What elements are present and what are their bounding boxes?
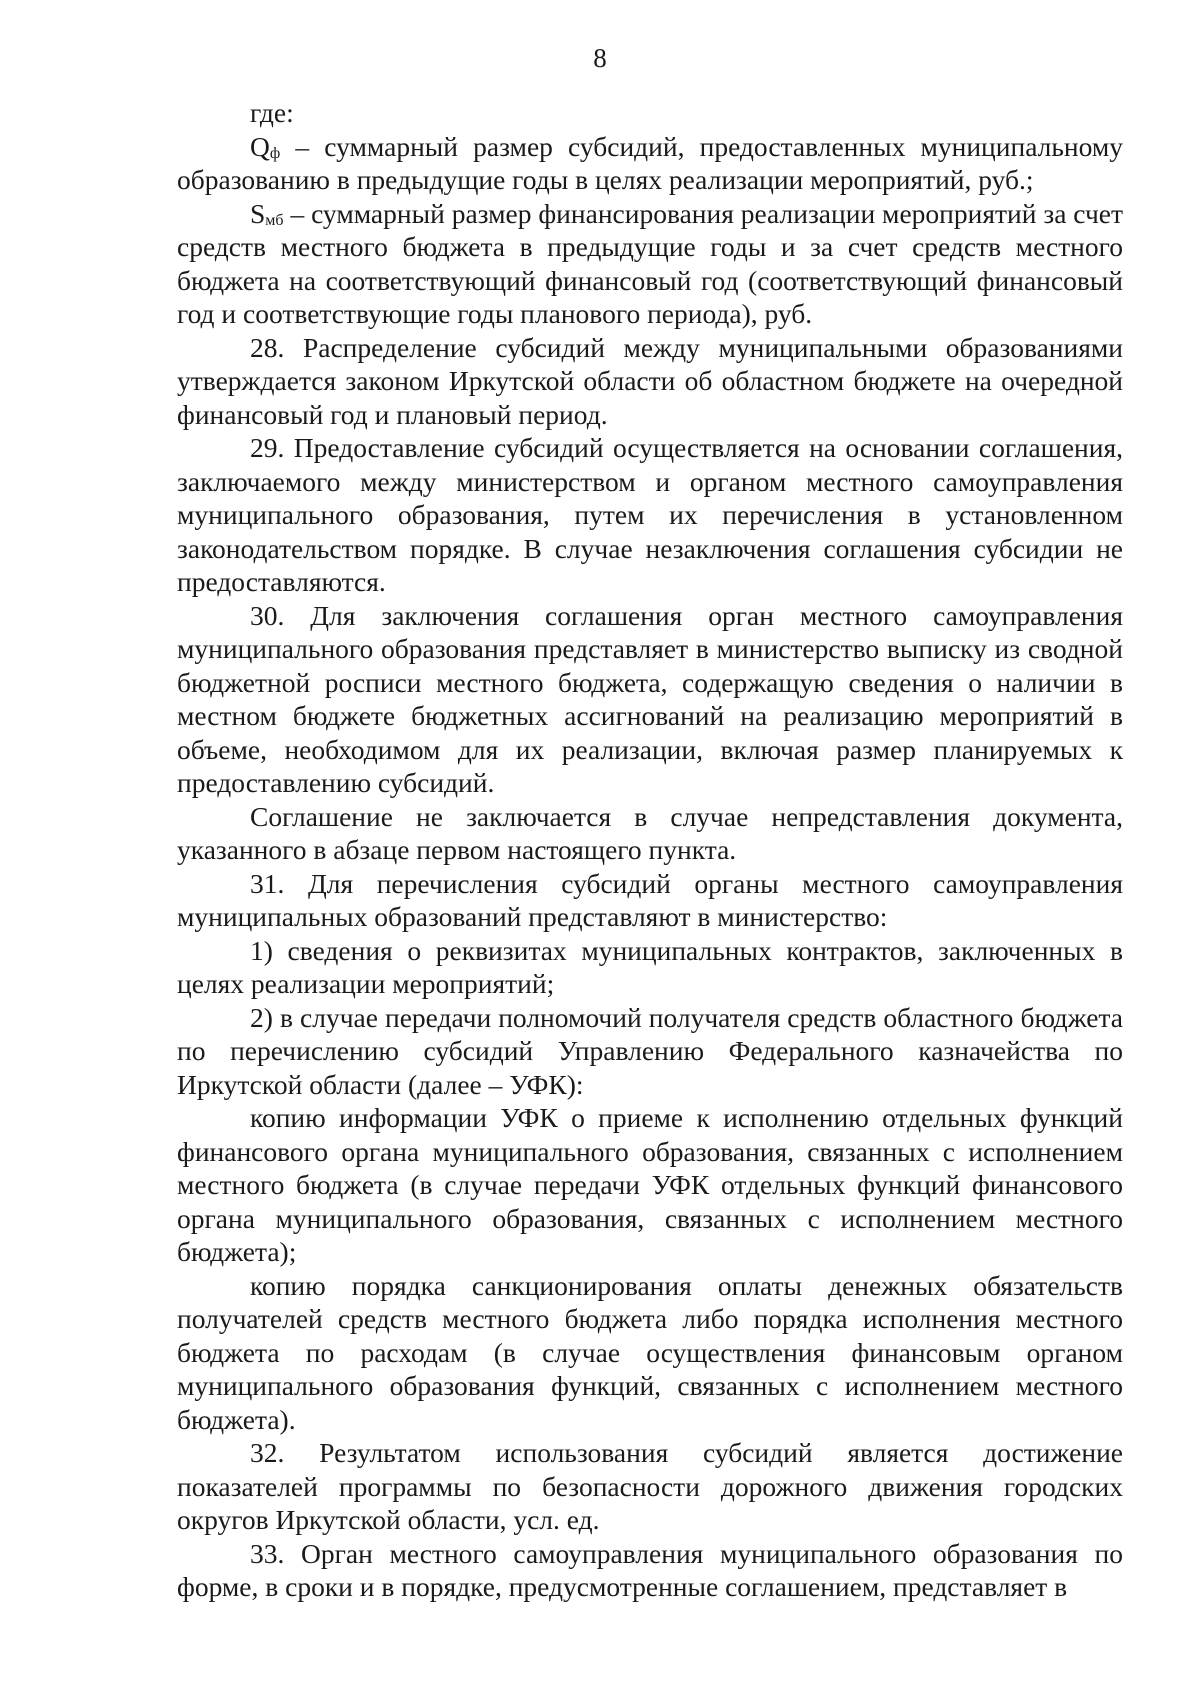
paragraph-29: 29. Предоставление субсидий осуществляется на основании соглашения, заключаемого между министерством и органом местного самоуправления муниципального образования, путем их перечисления в установленном законодательством порядке. В случае незаключения соглашения субсидии не предоставляются.	[177, 432, 1123, 597]
paragraph-31: 31. Для перечисления субсидий органы местного самоуправления муниципальных образований представляют в министерство:	[177, 867, 1123, 932]
paragraph-31-item-2: 2) в случае передачи полномочий получателя средств областного бюджета по перечислению субсидий Управлению Федерального казначейства по Иркутской области (далее – УФК):	[177, 1001, 1123, 1100]
paragraph-q-definition	[177, 130, 1123, 197]
paragraph-30-agreement: Соглашение не заключается в случае непредставления документа, указанного в абзаце первом настоящего пункта.	[177, 800, 1123, 865]
paragraph-32: 32. Результатом использования субсидий является достижение показателей программы по безопасности дорожного движения городских округов Иркутской области, усл. ед.	[177, 1437, 1123, 1535]
paragraph-where: где:	[250, 97, 294, 128]
paragraph-31-item-1: 1) сведения о реквизитах муниципальных контрактов, заключенных в целях реализации мероприятий;	[177, 934, 1123, 999]
subscript-f: ф	[269, 144, 281, 162]
paragraph-30: 30. Для заключения соглашения орган местного самоуправления муниципального образования представляет в министерство выписку из сводной бюджетной росписи местного бюджета, содержащую сведения о наличии в местном бюджете бюджетных ассигнований на реализацию мероприятий в объеме, необходимом для их реализации, включая размер планируемых к предоставлению субсидий.	[177, 599, 1123, 798]
document-body	[177, 96, 1123, 1604]
paragraph-ufk-info-copy: копию информации УФК о приеме к исполнению отдельных функций финансового органа муниципального образования, связанных с исполнением местного бюджета (в случае передачи УФК отдельных функций финансового органа муниципального образования, связанных с исполнением местного бюджета);	[177, 1102, 1123, 1267]
subscript-mb: мб	[265, 211, 284, 229]
q-definition-text: – суммарный размер субсидий, предоставленных муниципальному образованию в предыдущие годы в целях реализации мероприятий, руб.;	[177, 130, 1123, 195]
paragraph-sanction-order-copy: копию порядка санкционирования оплаты денежных обязательств получателей средств местного бюджета либо порядка исполнения местного бюджета по расходам (в случае осуществления финансовым органом муниципального образования функций, связанных с исполнением местного бюджета).	[177, 1269, 1123, 1435]
paragraph-33: 33. Орган местного самоуправления муниципального образования по форме, в сроки и в порядке, предусмотренные соглашением, представляет в	[177, 1537, 1123, 1602]
page-number: 8	[593, 43, 607, 73]
symbol-q: Q	[250, 130, 270, 162]
paragraph-s-definition	[177, 197, 1123, 331]
s-definition-text: – суммарный размер финансирования реализации мероприятий за счет средств местного бюджета в предыдущие годы и за счет средств местного бюджета на соответствующий финансовый год (соответствующий финансовый год и соответствующие годы планового периода), руб.	[177, 197, 1123, 329]
symbol-s: S	[250, 197, 266, 229]
paragraph-28: 28. Распределение субсидий между муниципальными образованиями утверждается законом Иркутской области об областном бюджете на очередной финансовый год и плановый период.	[177, 331, 1123, 430]
